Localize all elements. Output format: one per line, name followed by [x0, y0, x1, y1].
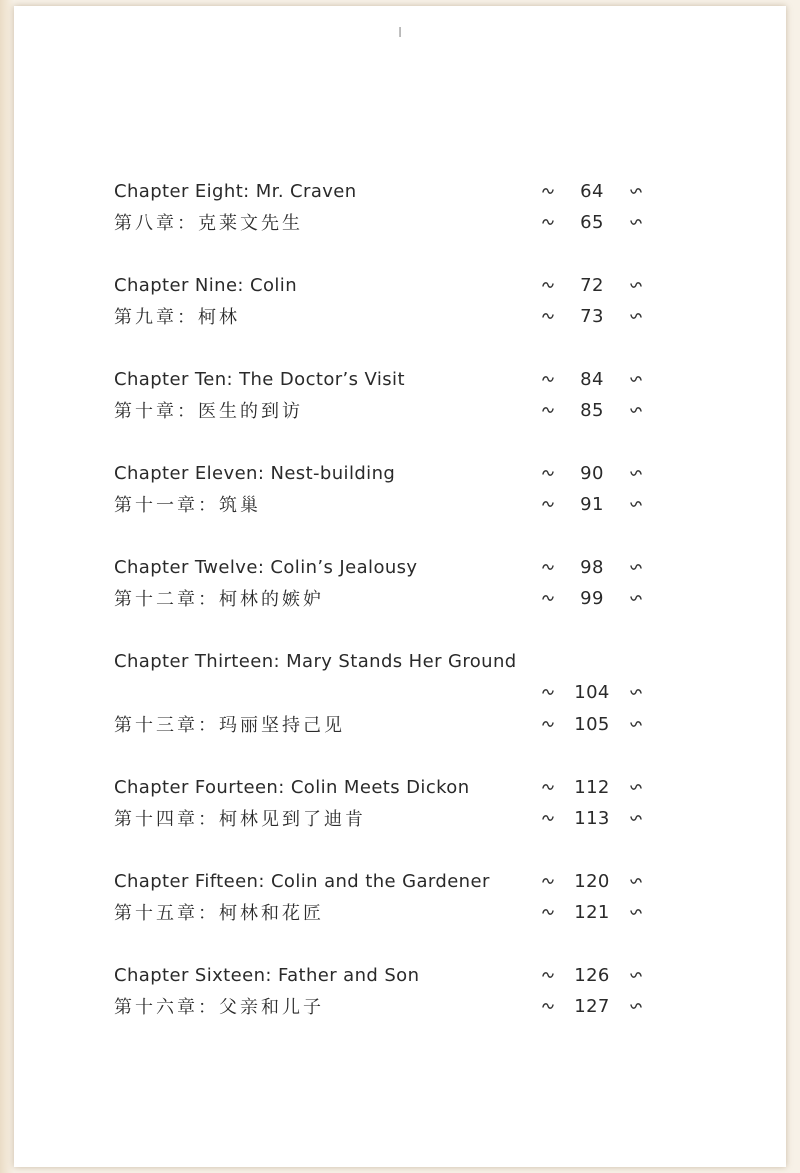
- toc-page-number: 113: [574, 807, 610, 829]
- toc-entry-title: 第十六章：父亲和儿子: [114, 997, 324, 1018]
- toc-page-number: 112: [574, 776, 610, 798]
- flourish-left-icon: [542, 281, 554, 289]
- toc-page-ref: [542, 677, 642, 707]
- toc-page-number: 126: [574, 964, 610, 986]
- toc-page-number: 65: [580, 211, 604, 233]
- flourish-right-icon: [630, 187, 642, 195]
- flourish-left-icon: [542, 594, 554, 602]
- toc-entry: [14, 176, 786, 206]
- toc-page-ref: [542, 772, 642, 802]
- toc-entry-title: 第九章：柯林: [114, 307, 240, 328]
- flourish-right-icon: [630, 312, 642, 320]
- toc-page-number: 99: [580, 587, 604, 609]
- toc-page-ref: [542, 301, 642, 331]
- toc-entry: [14, 364, 786, 394]
- toc-entry-title: 第十二章：柯林的嫉妒: [114, 589, 324, 610]
- toc-entry-title: Chapter Thirteen: Mary Stands Her Ground: [114, 650, 517, 672]
- toc-page-ref: [542, 489, 642, 519]
- toc-entry-title: 第十四章：柯林见到了迪肯: [114, 809, 366, 830]
- flourish-left-icon: [542, 688, 554, 696]
- flourish-right-icon: [630, 814, 642, 822]
- toc-entry: [14, 960, 786, 990]
- toc-entry-title: Chapter Nine: Colin: [114, 274, 298, 296]
- flourish-right-icon: [630, 563, 642, 571]
- toc-page-ref: [542, 176, 642, 206]
- flourish-right-icon: [630, 469, 642, 477]
- flourish-right-icon: [630, 1002, 642, 1010]
- flourish-left-icon: [542, 187, 554, 195]
- toc-page-ref: [542, 458, 642, 488]
- toc-page-number: 84: [580, 368, 604, 390]
- toc-page-ref: [542, 803, 642, 833]
- toc-entry-title: Chapter Eleven: Nest-building: [114, 462, 396, 484]
- toc-entry: [14, 458, 786, 488]
- toc-entry: [14, 646, 786, 676]
- toc-page-number: 64: [580, 180, 604, 202]
- toc-page-ref: [542, 395, 642, 425]
- flourish-left-icon: [542, 406, 554, 414]
- flourish-right-icon: [630, 720, 642, 728]
- toc-page-number: 72: [580, 274, 604, 296]
- flourish-left-icon: [542, 971, 554, 979]
- flourish-right-icon: [630, 594, 642, 602]
- flourish-right-icon: [630, 406, 642, 414]
- toc-page-ref: [542, 709, 642, 739]
- flourish-right-icon: [630, 971, 642, 979]
- flourish-right-icon: [630, 877, 642, 885]
- toc-page-number: 85: [580, 399, 604, 421]
- book-page: I Chapter Eight: Mr. Craven 64 第八章：克莱文先生 65 Chapter Nine: Colin 72 第九章：柯林 73 Chapter Ten: The Doctor’s Visit 84 第十章：医生的到访 85 Chapter Eleven: Nest-building 90 第十一章：筑巢 91 Chapter Twelve: Colin’s Jealousy 98 第十二章：柯林的嫉妒 99 Chapter Thirteen: Mary Stands Her Ground 104 第十三章：玛丽坚持己见 105 Chapter Fourteen: Colin Meets Dickon 112 第十四章：柯林见到了迪肯 113 Chapter Fifteen: Colin and the Gardener 120 第十五章：柯林和花匠 121 Chapter Sixteen: Father and Son 126 第十六章：父亲和儿子 127: [14, 6, 786, 1167]
- flourish-right-icon: [630, 375, 642, 383]
- toc-page-ref: [542, 552, 642, 582]
- toc-page-number: 120: [574, 870, 610, 892]
- toc-page-number: 104: [574, 681, 610, 703]
- toc-entry-title: 第十五章：柯林和花匠: [114, 903, 324, 924]
- toc-entry-title: Chapter Sixteen: Father and Son: [114, 964, 420, 986]
- toc-page-number: 91: [580, 493, 604, 515]
- toc-page-ref: [542, 897, 642, 927]
- toc-entry-title: Chapter Ten: The Doctor’s Visit: [114, 368, 405, 390]
- toc-entry: [14, 395, 786, 425]
- flourish-left-icon: [542, 469, 554, 477]
- toc-page-ref: [542, 364, 642, 394]
- flourish-right-icon: [630, 281, 642, 289]
- toc-entry: [14, 552, 786, 582]
- toc-entry: [14, 897, 786, 927]
- flourish-right-icon: [630, 218, 642, 226]
- flourish-left-icon: [542, 814, 554, 822]
- toc-entry: [14, 803, 786, 833]
- toc-entry: [14, 489, 786, 519]
- toc-entry: [14, 866, 786, 896]
- flourish-left-icon: [542, 1002, 554, 1010]
- flourish-left-icon: [542, 877, 554, 885]
- toc-page-ref: [542, 207, 642, 237]
- toc-entry: [14, 207, 786, 237]
- toc-page-ref: [542, 866, 642, 896]
- flourish-left-icon: [542, 218, 554, 226]
- flourish-right-icon: [630, 908, 642, 916]
- toc-entry-title: Chapter Fourteen: Colin Meets Dickon: [114, 776, 470, 798]
- toc-page-number: 105: [574, 713, 610, 735]
- toc-page-ref: [542, 960, 642, 990]
- flourish-left-icon: [542, 312, 554, 320]
- toc-page-number: 73: [580, 305, 604, 327]
- toc-entry-title: 第八章：克莱文先生: [114, 213, 303, 234]
- flourish-left-icon: [542, 720, 554, 728]
- toc-page-ref: [542, 991, 642, 1021]
- toc-entry: [14, 677, 786, 707]
- flourish-right-icon: [630, 500, 642, 508]
- toc-entry: [14, 301, 786, 331]
- toc-entry: [14, 991, 786, 1021]
- toc-entry: [14, 270, 786, 300]
- flourish-left-icon: [542, 563, 554, 571]
- toc-entry-title: Chapter Twelve: Colin’s Jealousy: [114, 556, 418, 578]
- toc-page-number: 121: [574, 901, 610, 923]
- toc-entry-title: 第十章：医生的到访: [114, 401, 303, 422]
- toc-page-number: 98: [580, 556, 604, 578]
- toc-entry: [14, 583, 786, 613]
- flourish-right-icon: [630, 783, 642, 791]
- flourish-left-icon: [542, 375, 554, 383]
- flourish-left-icon: [542, 783, 554, 791]
- toc-page-number: 90: [580, 462, 604, 484]
- toc-entry-title: Chapter Fifteen: Colin and the Gardener: [114, 870, 490, 892]
- toc-entry: [14, 772, 786, 802]
- flourish-left-icon: [542, 908, 554, 916]
- toc-page-number: 127: [574, 995, 610, 1017]
- toc-page-ref: [542, 583, 642, 613]
- toc-entry-title: Chapter Eight: Mr. Craven: [114, 180, 357, 202]
- toc-page-ref: [542, 270, 642, 300]
- toc-entry-title: 第十三章：玛丽坚持己见: [114, 715, 345, 736]
- toc-entry: [14, 709, 786, 739]
- toc-entry-title: 第十一章：筑巢: [114, 495, 261, 516]
- flourish-right-icon: [630, 688, 642, 696]
- flourish-left-icon: [542, 500, 554, 508]
